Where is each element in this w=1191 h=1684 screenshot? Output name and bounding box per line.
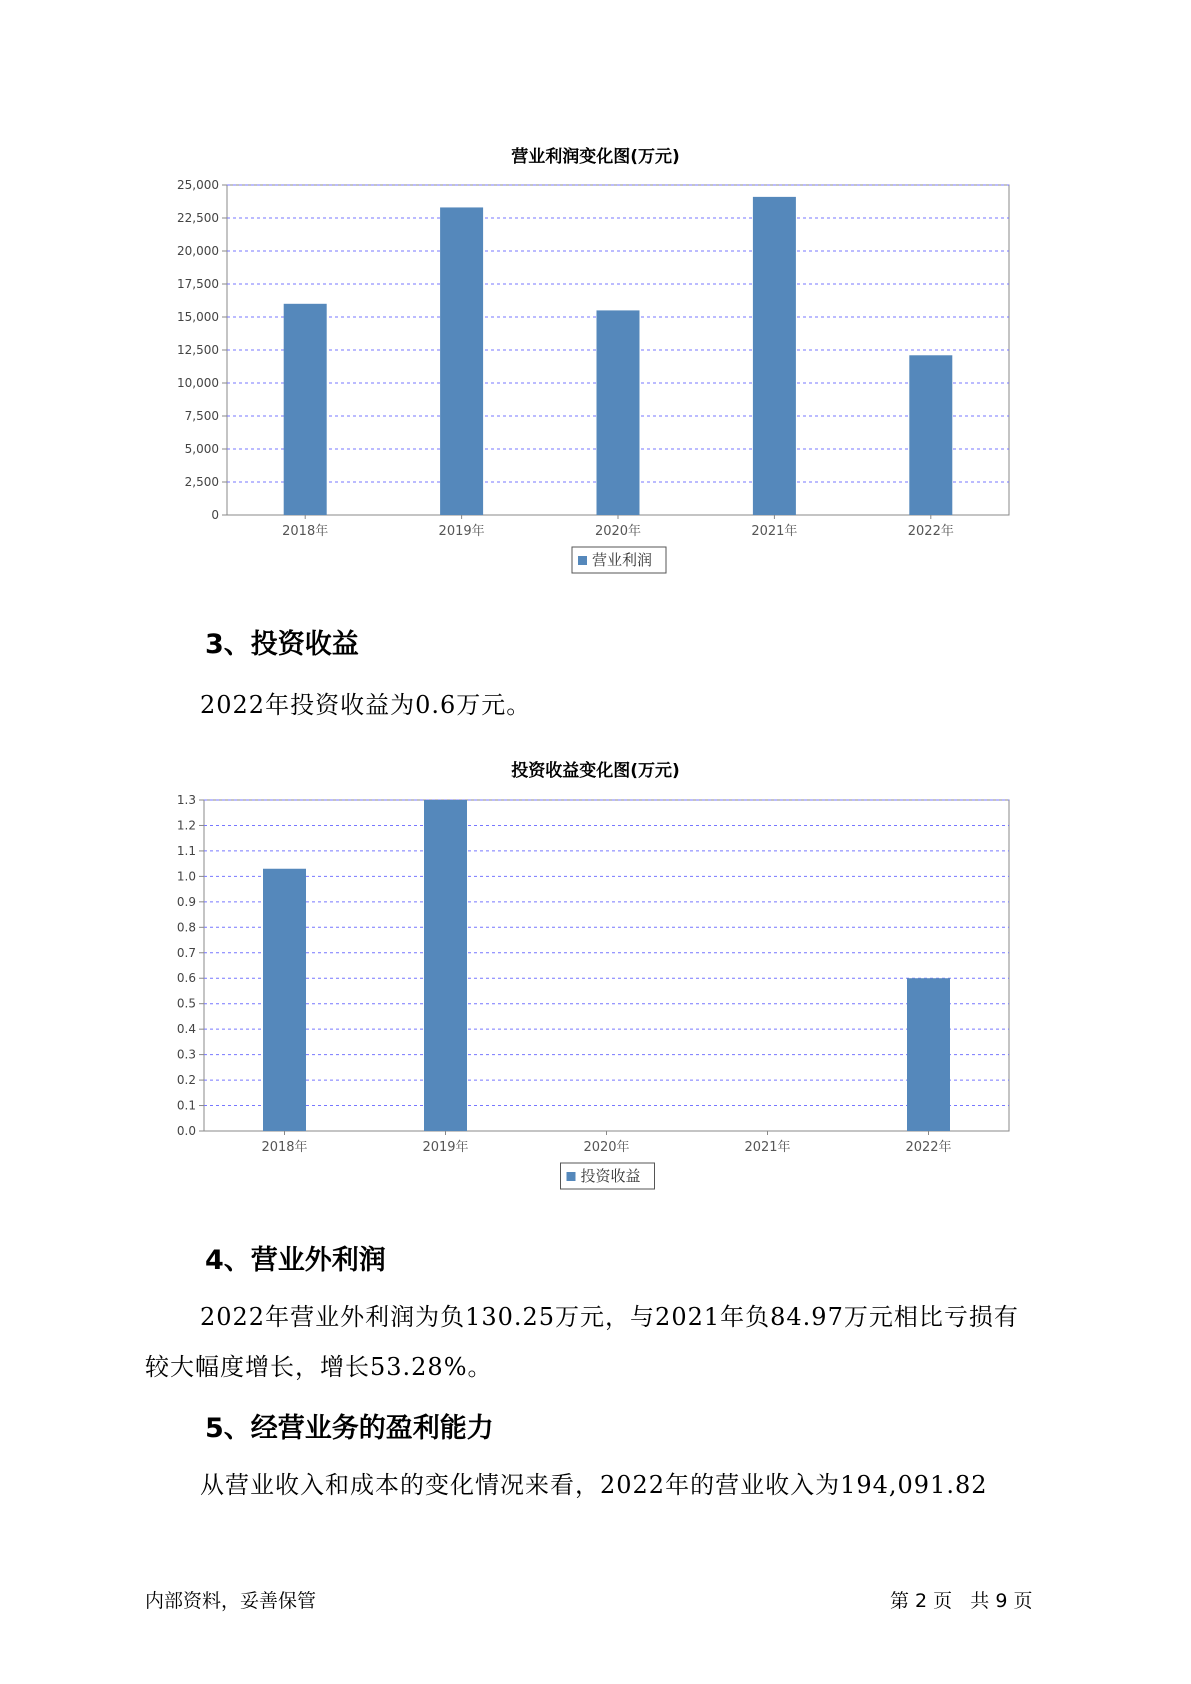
x-tick-label: 2018年 [261,1140,308,1155]
section4-heading: 4、营业外利润 [205,1245,386,1276]
y-tick-label: 2,500 [184,475,219,489]
legend-swatch [578,556,587,565]
y-tick-label: 0.2 [176,1073,196,1088]
y-tick-label: 1.0 [176,869,196,884]
y-tick-label: 0.0 [176,1124,196,1138]
section5-paragraph [200,1460,988,1510]
bar-2019年 [424,800,467,1131]
section5-line-1: 从营业收入和成本的变化情况来看，2022年的营业收入为194,091.82 [200,1471,988,1499]
y-tick-label: 0.3 [176,1047,196,1062]
legend-swatch [567,1172,576,1181]
x-tick-label: 2019年 [438,524,485,539]
section4-line-1: 2022年营业外利润为负130.25万元，与2021年负84.97万元相比亏损有 [200,1303,1019,1331]
y-tick-label: 15,000 [177,310,219,324]
y-tick-label: 1.3 [176,793,196,807]
y-tick-label: 12,500 [177,343,219,357]
y-tick-label: 5,000 [184,442,219,456]
chart2-title: 投资收益变化图(万元) [511,761,680,781]
bar-2022年 [909,355,952,515]
y-tick-label: 17,500 [177,277,219,291]
section5-heading: 5、经营业务的盈利能力 [205,1413,494,1444]
x-tick-label: 2018年 [282,524,329,539]
y-tick-label: 0.5 [176,996,196,1011]
x-tick-label: 2022年 [905,1140,952,1155]
y-tick-label: 0.1 [176,1098,196,1113]
bar-2022年 [907,978,950,1131]
bar-2019年 [440,207,483,515]
y-tick-label: 0 [211,508,219,522]
y-tick-label: 0.9 [176,894,196,909]
section3-line-1: 2022年投资收益为0.6万元。 [200,691,532,719]
x-tick-label: 2020年 [594,524,642,539]
legend-label: 营业利润 [592,551,653,569]
operating-profit-chart [0,165,1191,600]
y-tick-label: 1.2 [176,818,196,833]
legend-label: 投资收益 [580,1167,641,1185]
bar-2018年 [263,869,306,1131]
x-tick-label: 2019年 [422,1140,469,1155]
y-tick-label: 1.1 [176,843,196,858]
x-tick-label: 2020年 [583,1140,630,1155]
y-tick-label: 22,500 [177,211,219,225]
bar-2021年 [753,197,796,515]
section4-paragraph [145,1292,1065,1392]
chart1-title: 营业利润变化图(万元) [511,147,680,167]
x-tick-label: 2022年 [907,524,954,539]
y-tick-label: 0.8 [176,920,196,935]
y-tick-label: 7,500 [184,409,219,423]
y-tick-label: 20,000 [177,244,219,258]
y-tick-label: 25,000 [177,178,219,192]
plot-area [204,800,1009,1131]
y-tick-label: 0.7 [176,945,196,960]
x-tick-label: 2021年 [751,524,798,539]
x-tick-label: 2021年 [744,1140,791,1155]
bar-2018年 [284,304,327,515]
footer-confidential: 内部资料，妥善保管 [145,1590,317,1612]
investment-income-chart [0,790,1191,1210]
y-tick-label: 0.6 [176,971,196,986]
y-tick-label: 10,000 [177,376,219,390]
section3-heading: 3、投资收益 [205,629,359,660]
footer-page-number: 第 2 页 共 9 页 [890,1590,1033,1612]
y-tick-label: 0.4 [176,1022,196,1037]
section4-line-2: 较大幅度增长，增长53.28%。 [145,1353,493,1381]
section3-paragraph [200,680,531,730]
bar-2020年 [597,310,640,515]
